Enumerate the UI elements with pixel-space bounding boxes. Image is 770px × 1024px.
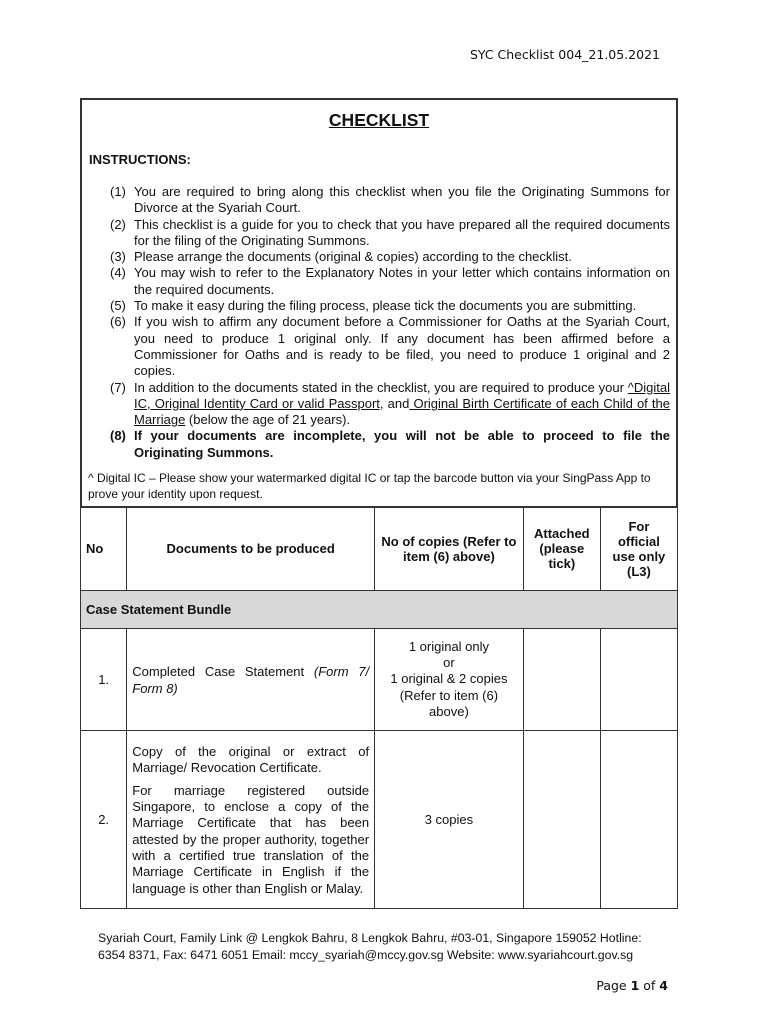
official-use-cell xyxy=(600,629,677,731)
digital-ic-note: ^ Digital IC – Please show your watermarked digital IC or tap the barcode button via your SingPass App to prove your identity upon request. xyxy=(88,471,651,501)
header-official: For official use only (L3) xyxy=(600,507,677,591)
attached-tick-cell[interactable] xyxy=(523,731,600,909)
documents-table xyxy=(80,506,678,909)
footer-contact: Syariah Court, Family Link @ Lengkok Bahru, 8 Lengkok Bahru, #03-01, Singapore 159052 Hotline: 6354 8371, Fax: 6471 6051 Email: mccy_syariah@mccy.gov.sg Website: www.syariahcourt.gov.sg xyxy=(98,931,642,962)
section-title: Case Statement Bundle xyxy=(81,591,678,629)
instruction-item: (3) Please arrange the documents (original & copies) according to the checklist. xyxy=(110,249,572,265)
table-header-row xyxy=(81,507,678,591)
instruction-item: (7) In addition to the documents stated in the checklist, you are required to produce your ^Digital IC, Original Identity Card or valid Passport, and Original Birth Certificate of each Child of the Marriage (below the age of 21 years). xyxy=(110,379,670,428)
table-row xyxy=(81,629,678,731)
document-name: Copy of the original or extract of Marriage/ Revocation Certificate. For marriage registered outside Singapore, to enclose a copy of the Marriage Certificate that has been attested by the proper authority, together with a certified true translation of the Marriage Certificate in English if the language is other than English or Malay. xyxy=(127,731,375,909)
instructions-box xyxy=(80,98,678,508)
instruction-item: (4) You may wish to refer to the Explanatory Notes in your letter which contains information on the required documents. xyxy=(110,265,670,297)
page-title: CHECKLIST xyxy=(328,110,430,130)
header-no: No xyxy=(81,507,127,591)
attached-tick-cell[interactable] xyxy=(523,629,600,731)
instructions-list xyxy=(88,184,670,461)
copies-required: 1 original only or 1 original & 2 copies (Refer to item (6) above) xyxy=(375,629,524,731)
instruction-item: (5) To make it easy during the filing process, please tick the documents you are submitting. xyxy=(110,298,637,314)
copies-required: 3 copies xyxy=(375,731,524,909)
id-documents-text: ^Digital IC, Original Identity Card or valid Passport, xyxy=(134,379,670,411)
page-number: Page 1 of 4 xyxy=(596,978,668,993)
row-number: 2. xyxy=(81,731,127,909)
row-number: 1. xyxy=(81,629,127,731)
official-use-cell xyxy=(600,731,677,909)
table-row xyxy=(81,731,678,909)
header-attached: Attached (please tick) xyxy=(523,507,600,591)
instruction-item: (2) This checklist is a guide for you to check that you have prepared all the required documents for the filing of the Originating Summons. xyxy=(110,216,670,248)
document-reference: SYC Checklist 004_21.05.2021 xyxy=(469,47,660,62)
header-copies: No of copies (Refer to item (6) above) xyxy=(375,507,524,591)
section-row xyxy=(81,591,678,629)
birth-certificate-text: Original Birth Certificate of each Child of the Marriage xyxy=(134,395,670,428)
instructions-heading: INSTRUCTIONS: xyxy=(89,152,191,167)
instruction-item: (6) If you wish to affirm any document before a Commissioner for Oaths at the Syariah Court, you need to produce 1 original only. If any document has been affirmed before a Commissioner for Oaths and is ready to be filed, you need to produce 1 original and 2 copies. xyxy=(110,314,670,379)
instruction-item: (1) You are required to bring along this checklist when you file the Originating Summons for Divorce at the Syariah Court. xyxy=(110,184,670,216)
instruction-item-warning: (8) If your documents are incomplete, you will not be able to proceed to file the Originating Summons. xyxy=(110,428,670,460)
header-documents: Documents to be produced xyxy=(127,507,375,591)
document-name: Completed Case Statement (Form 7/ Form 8) xyxy=(127,629,375,731)
